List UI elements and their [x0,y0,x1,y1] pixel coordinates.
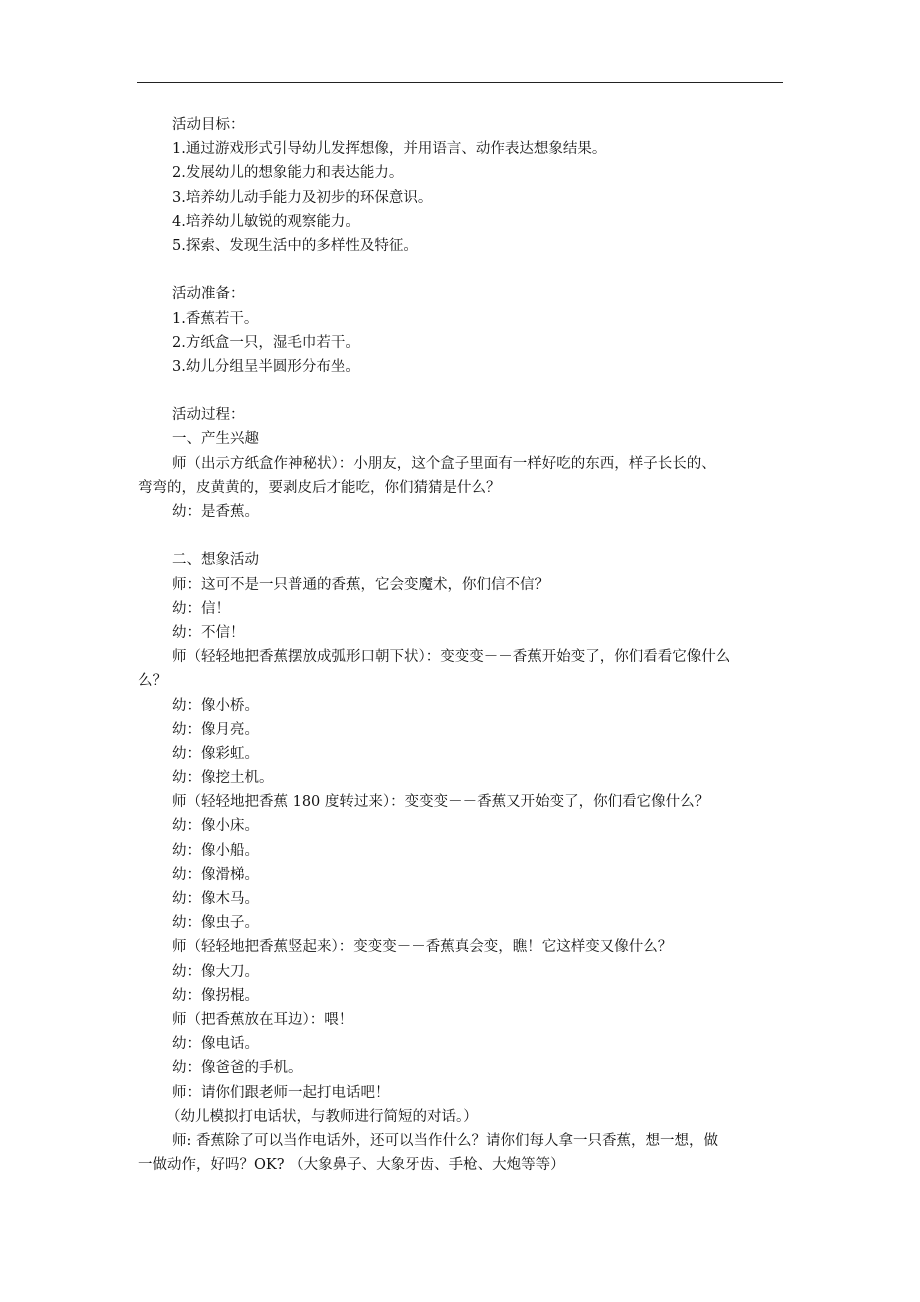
dialogue-line: 幼：像小桥。 [172,697,259,714]
prep-item: 1.香蕉若干。 [172,310,259,327]
goal-item: 2.发展幼儿的想象能力和表达能力。 [172,165,404,182]
dialogue-line: 一做动作，好吗？OK? （大象鼻子、大象牙齿、手枪、大炮等等） [138,1157,565,1174]
header-rule [137,82,783,83]
prep-item: 2.方纸盒一只，湿毛巾若干。 [172,334,360,351]
dialogue-line: 幼：像木马。 [172,891,259,907]
dialogue-line: 幼：像月亮。 [172,721,259,738]
dialogue-line: 幼：像小船。 [172,842,259,859]
dialogue-line: 师（轻轻地把香蕉摆放成弧形口朝下状）：变变变－－香蕉开始变了，你们看看它像什么 [172,649,731,666]
dialogue-line: 师（出示方纸盒作神秘状）：小朋友，这个盒子里面有一样好吃的东西，样子长长的、 [172,455,716,472]
dialogue-line: 幼：像虫子。 [172,915,259,932]
dialogue-line: 幼：是香蕉。 [172,504,259,520]
dialogue-line: 幼：像小床。 [172,818,259,835]
goal-item: 1.通过游戏形式引导幼儿发挥想像，并用语言、动作表达想象结果。 [172,141,607,158]
stage-direction: （幼儿模拟打电话状，与教师进行简短的对话。） [166,1108,478,1125]
dialogue-line: 师：这可不是一只普通的香蕉，它会变魔术，你们信不信？ [172,576,549,593]
spacer [138,524,788,548]
prep-item: 3.幼儿分组呈半圆形分布坐。 [172,358,360,375]
goal-item: 4.培养幼儿敏锐的观察能力。 [172,213,360,230]
goal-item: 5.探索、发现生活中的多样性及特征。 [172,237,418,254]
goal-item: 3.培养幼儿动手能力及初步的环保意识。 [172,189,433,206]
spacer [138,379,788,403]
goals-heading: 活动目标： [172,117,245,133]
spacer [138,258,788,282]
dialogue-line: 幼：像大刀。 [172,963,259,980]
dialogue-line: 幼：信！ [172,600,230,617]
dialogue-line: 幼：像爸爸的手机。 [172,1060,303,1077]
part2-title: 二、想象活动 [172,552,259,569]
dialogue-line: 师（轻轻地把香蕉 180 度转过来）：变变变－－香蕉又开始变了，你们看它像什么？ [172,794,710,811]
document-body [138,113,788,1177]
dialogue-line: 师（轻轻地把香蕉竖起来）：变变变－－香蕉真会变，瞧！它这样变又像什么？ [172,939,673,956]
dialogue-line: 师：请你们跟老师一起打电话吧！ [172,1084,390,1101]
dialogue-line: 么？ [138,673,167,690]
dialogue-line: 幼：不信！ [172,624,245,641]
dialogue-line: 师（把香蕉放在耳边）：喂！ [172,1011,354,1028]
process-heading: 活动过程： [172,407,245,424]
dialogue-line: 幼：像滑梯。 [172,866,259,883]
dialogue-line: 幼：像电话。 [172,1036,259,1053]
prep-heading: 活动准备： [172,286,245,303]
dialogue-line: 师: 香蕉除了可以当作电话外，还可以当作什么？请你们每人拿一只香蕉，想一想，做 [172,1132,718,1149]
dialogue-line: 幼：像挖土机。 [172,770,274,787]
dialogue-line: 幼：像拐棍。 [172,987,259,1004]
part1-title: 一、产生兴趣 [172,431,259,448]
dialogue-line: 弯弯的，皮黄黄的，要剥皮后才能吃，你们猜猜是什么？ [138,479,501,496]
dialogue-line: 幼：像彩虹。 [172,745,259,762]
